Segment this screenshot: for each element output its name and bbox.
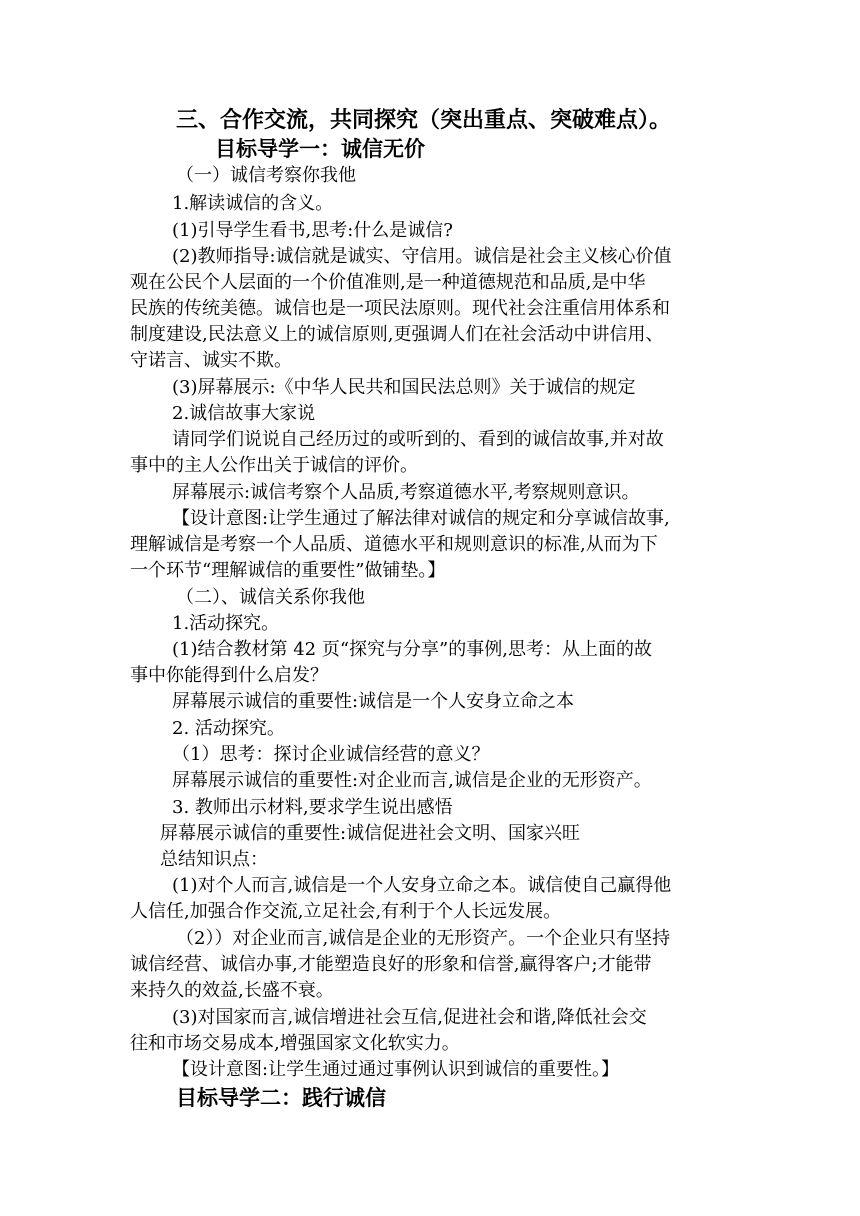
paragraph-line: 制度建设,民法意义上的诚信原则,更强调人们在社会活动中讲信用、 xyxy=(130,324,664,345)
goal-title-2: 目标导学二：践行诚信 xyxy=(176,1085,386,1110)
design-intent-line: 一个环节“理解诚信的重要性”做铺垫。】 xyxy=(130,560,446,581)
paragraph-line: (3)屏幕展示:《中华人民共和国民法总则》关于诚信的规定 xyxy=(172,377,636,398)
paragraph-line: 往和市场交易成本,增强国家文化软实力。 xyxy=(130,1033,460,1054)
paragraph-line: (1)对个人而言,诚信是一个人安身立命之本。诚信使自己赢得他 xyxy=(172,875,672,896)
paragraph-line: 请同学们说说自己经历过的或听到的、看到的诚信故事,并对故 xyxy=(172,429,664,450)
paragraph-line: 观在公民个人层面的一个价值准则,是一种道德规范和品质,是中华 xyxy=(130,272,646,293)
summary-title: 总结知识点： xyxy=(160,849,268,870)
item-title: 2.诚信故事大家说 xyxy=(172,403,316,424)
design-intent-line: 【设计意图:让学生通过通过事例认识到诚信的重要性。】 xyxy=(172,1059,620,1080)
paragraph-line: 事中你能得到什么启发？ xyxy=(130,665,328,686)
subsection-title-1: （一）诚信考察你我他 xyxy=(176,165,356,186)
item-title: 2. 活动探究。 xyxy=(172,718,285,739)
subsection-title-2: （二）、诚信关系你我他 xyxy=(176,587,365,608)
paragraph-line: 民族的传统美德。诚信也是一项民法原则。现代社会注重信用体系和 xyxy=(130,298,670,319)
paragraph-line: 守诺言、诚实不欺。 xyxy=(130,350,292,371)
paragraph-line: 事中的主人公作出关于诚信的评价。 xyxy=(130,455,418,476)
paragraph-line: 屏幕展示诚信的重要性:诚信是一个人安身立命之本 xyxy=(172,691,575,712)
paragraph-line: （1）思考：探讨企业诚信经营的意义？ xyxy=(172,744,490,765)
paragraph-line: 屏幕展示诚信的重要性:对企业而言,诚信是企业的无形资产。 xyxy=(172,770,652,791)
paragraph-line: (1)结合教材第 42 页“探究与分享”的事例,思考：从上面的故 xyxy=(172,639,652,660)
design-intent-line: 理解诚信是考察一个人品质、道德水平和规则意识的标准,从而为下 xyxy=(130,534,658,555)
paragraph-line: 人信任,加强合作交流,立足社会,有利于个人长远发展。 xyxy=(130,901,562,922)
paragraph-line: （2））对企业而言,诚信是企业的无形资产。一个企业只有坚持 xyxy=(176,928,671,949)
design-intent-line: 【设计意图:让学生通过了解法律对诚信的规定和分享诚信故事, xyxy=(172,508,670,529)
goal-title-1: 目标导学一：诚信无价 xyxy=(215,136,425,161)
item-title: 3. 教师出示材料,要求学生说出感悟 xyxy=(172,797,453,818)
paragraph-line: 诚信经营、诚信办事,才能塑造良好的形象和信誉,赢得客户;才能带 xyxy=(130,954,652,975)
paragraph-line: 屏幕展示:诚信考察个人品质,考察道德水平,考察规则意识。 xyxy=(172,482,640,503)
paragraph-line: (2)教师指导:诚信就是诚实、守信用。诚信是社会主义核心价值 xyxy=(172,246,672,267)
item-title: 1.解读诚信的含义。 xyxy=(172,193,334,214)
item-title: 1.活动探究。 xyxy=(172,613,280,634)
paragraph-line: 来持久的效益,长盛不衰。 xyxy=(130,980,334,1001)
paragraph-line: 屏幕展示诚信的重要性:诚信促进社会文明、国家兴旺 xyxy=(160,823,581,844)
paragraph-line: (1)引导学生看书,思考:什么是诚信? xyxy=(172,220,453,241)
paragraph-line: (3)对国家而言,诚信增进社会互信,促进社会和谐,降低社会交 xyxy=(172,1007,647,1028)
section-heading: 三、合作交流，共同探究（突出重点、突破难点）。 xyxy=(176,107,672,133)
